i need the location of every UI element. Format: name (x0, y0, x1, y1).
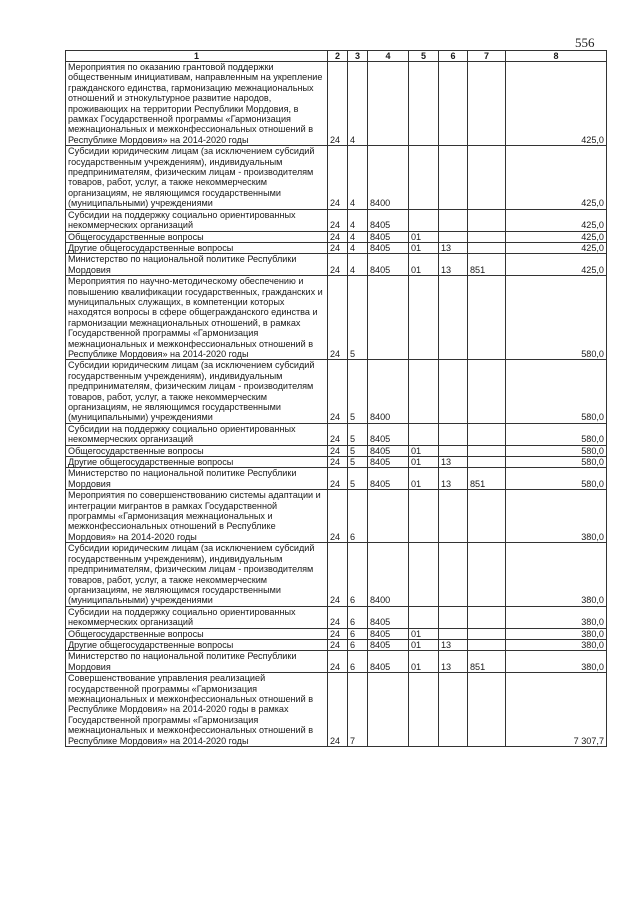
table-row (66, 254, 607, 276)
subsection-code-cell: 5 (348, 457, 368, 468)
subchapter-code-cell (439, 673, 468, 747)
amount-cell: 425,0 (506, 254, 607, 276)
expense-type-cell (468, 543, 506, 606)
amount-cell: 380,0 (506, 543, 607, 606)
subsection-code-cell: 6 (348, 628, 368, 639)
row-name-cell: Субсидии на поддержку социально ориентированных некоммерческих организаций (66, 606, 328, 628)
section-code-cell: 24 (328, 490, 348, 543)
expense-type-cell (468, 490, 506, 543)
subchapter-code-cell (439, 606, 468, 628)
expense-type-cell (468, 209, 506, 231)
section-code-cell: 24 (328, 639, 348, 650)
amount-cell: 580,0 (506, 276, 607, 360)
column-header: 8 (506, 51, 607, 62)
budget-table (65, 50, 607, 747)
chapter-code-cell (409, 146, 439, 209)
page-number: 556 (575, 35, 595, 50)
subchapter-code-cell (439, 209, 468, 231)
row-name-cell: Мероприятия по оказанию грантовой поддержки общественным инициативам, направленным на укрепление гражданского единства, гармонизацию межнациональных отношений и этнокультурное развитие народов, проживающих на территории Республики Мордовия, в рамках Государственной программы «Гармонизация межнациональных и межконфессиональных отношений в Республике Мордовия» на 2014-2020 годы (66, 62, 328, 146)
subsection-code-cell: 6 (348, 651, 368, 673)
table-row (66, 242, 607, 253)
table-row (66, 651, 607, 673)
subchapter-code-cell: 13 (439, 242, 468, 253)
subsection-code-cell: 4 (348, 62, 368, 146)
column-header: 1 (66, 51, 328, 62)
row-name-cell: Общегосударственные вопросы (66, 231, 328, 242)
table-row (66, 457, 607, 468)
amount-cell: 580,0 (506, 445, 607, 456)
amount-cell: 425,0 (506, 209, 607, 231)
subchapter-code-cell: 13 (439, 254, 468, 276)
target-code-cell: 8405 (368, 254, 409, 276)
row-name-cell: Министерство по национальной политике Республики Мордовия (66, 254, 328, 276)
row-name-cell: Министерство по национальной политике Республики Мордовия (66, 651, 328, 673)
chapter-code-cell (409, 62, 439, 146)
chapter-code-cell: 01 (409, 445, 439, 456)
section-code-cell: 24 (328, 468, 348, 490)
expense-type-cell (468, 457, 506, 468)
target-code-cell: 8400 (368, 146, 409, 209)
target-code-cell: 8405 (368, 423, 409, 445)
target-code-cell: 8400 (368, 543, 409, 606)
section-code-cell: 24 (328, 146, 348, 209)
subchapter-code-cell (439, 360, 468, 423)
column-header: 4 (368, 51, 409, 62)
expense-type-cell: 851 (468, 254, 506, 276)
section-code-cell: 24 (328, 673, 348, 747)
section-code-cell: 24 (328, 651, 348, 673)
chapter-code-cell (409, 360, 439, 423)
chapter-code-cell: 01 (409, 639, 439, 650)
section-code-cell: 24 (328, 423, 348, 445)
section-code-cell: 24 (328, 62, 348, 146)
subchapter-code-cell (439, 423, 468, 445)
target-code-cell: 8405 (368, 606, 409, 628)
expense-type-cell (468, 231, 506, 242)
expense-type-cell (468, 62, 506, 146)
subchapter-code-cell (439, 62, 468, 146)
row-name-cell: Субсидии юридическим лицам (за исключением субсидий государственным учреждениям), индивидуальным предпринимателям, физическим лицам - производителям товаров, работ, услуг, а также некоммерческим организациям, не являющимся государственными (муниципальными) учреждениями (66, 146, 328, 209)
expense-type-cell (468, 146, 506, 209)
row-name-cell: Субсидии на поддержку социально ориентированных некоммерческих организаций (66, 209, 328, 231)
row-name-cell: Министерство по национальной политике Республики Мордовия (66, 468, 328, 490)
amount-cell: 425,0 (506, 231, 607, 242)
row-name-cell: Общегосударственные вопросы (66, 628, 328, 639)
table-row (66, 146, 607, 209)
amount-cell: 580,0 (506, 457, 607, 468)
subchapter-code-cell: 13 (439, 468, 468, 490)
table-row (66, 468, 607, 490)
chapter-code-cell (409, 423, 439, 445)
expense-type-cell: 851 (468, 651, 506, 673)
subsection-code-cell: 5 (348, 445, 368, 456)
subsection-code-cell: 6 (348, 639, 368, 650)
section-code-cell: 24 (328, 628, 348, 639)
section-code-cell: 24 (328, 231, 348, 242)
table-row (66, 673, 607, 747)
section-code-cell: 24 (328, 242, 348, 253)
column-header: 5 (409, 51, 439, 62)
subchapter-code-cell (439, 490, 468, 543)
amount-cell: 380,0 (506, 651, 607, 673)
subsection-code-cell: 6 (348, 490, 368, 543)
row-name-cell: Другие общегосударственные вопросы (66, 639, 328, 650)
subsection-code-cell: 6 (348, 543, 368, 606)
subsection-code-cell: 4 (348, 146, 368, 209)
column-header: 7 (468, 51, 506, 62)
subchapter-code-cell (439, 445, 468, 456)
table-row (66, 360, 607, 423)
table-row (66, 276, 607, 360)
target-code-cell: 8405 (368, 457, 409, 468)
subsection-code-cell: 5 (348, 423, 368, 445)
amount-cell: 580,0 (506, 468, 607, 490)
subsection-code-cell: 5 (348, 360, 368, 423)
expense-type-cell (468, 673, 506, 747)
row-name-cell: Другие общегосударственные вопросы (66, 242, 328, 253)
row-name-cell: Субсидии юридическим лицам (за исключением субсидий государственным учреждениям), индивидуальным предпринимателям, физическим лицам - производителям товаров, работ, услуг, а также некоммерческим организациям, не являющимся государственными (муниципальными) учреждениями (66, 543, 328, 606)
target-code-cell: 8405 (368, 639, 409, 650)
amount-cell: 580,0 (506, 360, 607, 423)
row-name-cell: Мероприятия по совершенствованию системы адаптации и интеграции мигрантов в рамках Государственной программы «Гармонизация межнациональных и межконфессиональных отношений в Республике Мордовия» на 2014-2020 годы (66, 490, 328, 543)
subchapter-code-cell: 13 (439, 651, 468, 673)
chapter-code-cell: 01 (409, 242, 439, 253)
section-code-cell: 24 (328, 457, 348, 468)
column-header: 6 (439, 51, 468, 62)
column-header: 2 (328, 51, 348, 62)
chapter-code-cell: 01 (409, 651, 439, 673)
table-row (66, 445, 607, 456)
expense-type-cell (468, 276, 506, 360)
expense-type-cell (468, 360, 506, 423)
subsection-code-cell: 4 (348, 254, 368, 276)
expense-type-cell (468, 445, 506, 456)
chapter-code-cell (409, 276, 439, 360)
subsection-code-cell: 4 (348, 209, 368, 231)
chapter-code-cell (409, 543, 439, 606)
subsection-code-cell: 4 (348, 242, 368, 253)
row-name-cell: Мероприятия по научно-методическому обеспечению и повышению квалификации государственных, гражданских и муниципальных служащих, в компетенции которых находятся вопросы в сфере общегражданского единства и гармонизации межнациональных отношений, в рамках Государственной программы «Гармонизация межнациональных и межконфессиональных отношений в Республике Мордовия» на 2014-2020 годы (66, 276, 328, 360)
subchapter-code-cell (439, 543, 468, 606)
table-row (66, 209, 607, 231)
header-row (66, 51, 607, 62)
subsection-code-cell: 7 (348, 673, 368, 747)
subsection-code-cell: 4 (348, 231, 368, 242)
subchapter-code-cell (439, 628, 468, 639)
target-code-cell: 8405 (368, 445, 409, 456)
row-name-cell: Общегосударственные вопросы (66, 445, 328, 456)
chapter-code-cell (409, 606, 439, 628)
expense-type-cell: 851 (468, 468, 506, 490)
target-code-cell: 8405 (368, 468, 409, 490)
target-code-cell: 8405 (368, 209, 409, 231)
target-code-cell: 8405 (368, 242, 409, 253)
chapter-code-cell (409, 490, 439, 543)
expense-type-cell (468, 639, 506, 650)
table-row (66, 639, 607, 650)
row-name-cell: Субсидии на поддержку социально ориентированных некоммерческих организаций (66, 423, 328, 445)
section-code-cell: 24 (328, 254, 348, 276)
chapter-code-cell: 01 (409, 457, 439, 468)
target-code-cell: 8405 (368, 231, 409, 242)
target-code-cell: 8405 (368, 651, 409, 673)
section-code-cell: 24 (328, 543, 348, 606)
row-name-cell: Субсидии юридическим лицам (за исключением субсидий государственным учреждениям), индивидуальным предпринимателям, физическим лицам - производителям товаров, работ, услуг, а также некоммерческим организациям, не являющимся государственными (муниципальными) учреждениями (66, 360, 328, 423)
expense-type-cell (468, 628, 506, 639)
section-code-cell: 24 (328, 276, 348, 360)
target-code-cell (368, 276, 409, 360)
subchapter-code-cell (439, 231, 468, 242)
amount-cell: 380,0 (506, 628, 607, 639)
row-name-cell: Совершенствование управления реализацией государственной программы «Гармонизация межнациональных и межконфессиональных отношений в Республике Мордовия» на 2014-2020 годы в рамках Государственной программы «Гармонизация межнациональных и межконфессиональных отношений в Республике Мордовия» на 2014-2020 годы (66, 673, 328, 747)
table-row (66, 490, 607, 543)
section-code-cell: 24 (328, 445, 348, 456)
subsection-code-cell: 5 (348, 468, 368, 490)
table-row (66, 628, 607, 639)
subchapter-code-cell (439, 146, 468, 209)
section-code-cell: 24 (328, 606, 348, 628)
amount-cell: 425,0 (506, 146, 607, 209)
chapter-code-cell (409, 673, 439, 747)
amount-cell: 380,0 (506, 606, 607, 628)
amount-cell: 7 307,7 (506, 673, 607, 747)
subchapter-code-cell: 13 (439, 457, 468, 468)
section-code-cell: 24 (328, 209, 348, 231)
amount-cell: 380,0 (506, 490, 607, 543)
amount-cell: 580,0 (506, 423, 607, 445)
chapter-code-cell: 01 (409, 628, 439, 639)
subsection-code-cell: 5 (348, 276, 368, 360)
target-code-cell (368, 490, 409, 543)
table-body (66, 62, 607, 747)
target-code-cell: 8405 (368, 628, 409, 639)
subchapter-code-cell: 13 (439, 639, 468, 650)
amount-cell: 425,0 (506, 62, 607, 146)
amount-cell: 380,0 (506, 639, 607, 650)
table-row (66, 606, 607, 628)
table-row (66, 62, 607, 146)
amount-cell: 425,0 (506, 242, 607, 253)
table-row (66, 423, 607, 445)
chapter-code-cell: 01 (409, 231, 439, 242)
table-row (66, 231, 607, 242)
chapter-code-cell: 01 (409, 468, 439, 490)
row-name-cell: Другие общегосударственные вопросы (66, 457, 328, 468)
chapter-code-cell: 01 (409, 254, 439, 276)
target-code-cell (368, 62, 409, 146)
target-code-cell (368, 673, 409, 747)
subsection-code-cell: 6 (348, 606, 368, 628)
column-header: 3 (348, 51, 368, 62)
table-row (66, 543, 607, 606)
expense-type-cell (468, 423, 506, 445)
section-code-cell: 24 (328, 360, 348, 423)
chapter-code-cell (409, 209, 439, 231)
expense-type-cell (468, 606, 506, 628)
subchapter-code-cell (439, 276, 468, 360)
expense-type-cell (468, 242, 506, 253)
target-code-cell: 8400 (368, 360, 409, 423)
